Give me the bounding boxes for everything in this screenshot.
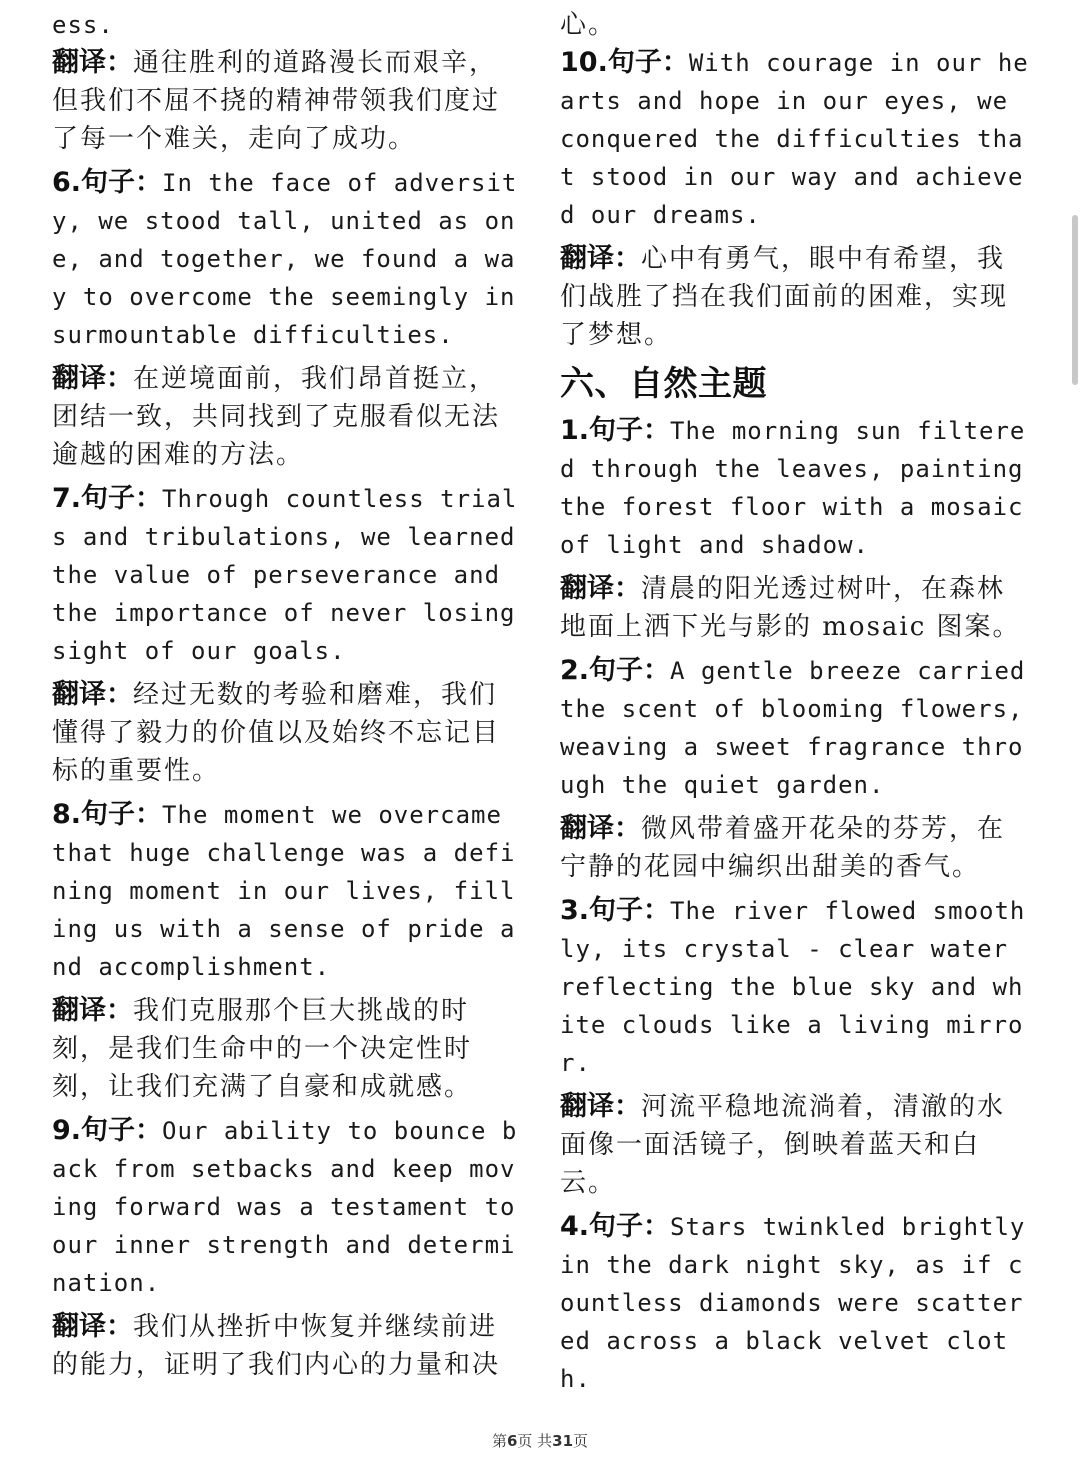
translation: 翻译：经过无数的考验和磨难，我们懂得了毅力的价值以及始终不忘记目标的重要性。 [52,679,501,786]
current-page-number: 6 [506,1432,518,1450]
sentence-text: A gentle breeze carried the scent of blooming flowers, weaving a sweet fragrance through the quiet garden. [560,657,1026,799]
sentence: 1.句子：The morning sun filtered through the leaves, painting the forest floor with a mosaic of light and shadow. [560,415,1026,559]
entry-8 [52,796,524,1106]
left-column [52,6,524,1390]
translation-text: 微风带着盛开花朵的芬芳，在宁静的花园中编织出甜美的香气。 [560,814,1006,882]
sentence: 2.句子：A gentle breeze carried the scent of blooming flowers, weaving a sweet fragrance through the quiet garden. [560,655,1026,799]
translation: 翻译：我们克服那个巨大挑战的时刻，是我们生命中的一个决定性时刻，让我们充满了自豪和成就感。 [52,995,473,1102]
entry-6 [52,164,524,474]
nature-entry-3 [560,892,1030,1202]
translation-text: 通往胜利的道路漫长而艰辛，但我们不屈不挠的精神带领我们度过了每一个难关，走向了成功。 [52,48,501,154]
nature-entry-2 [560,652,1030,886]
translation: 翻译：心中有勇气，眼中有希望，我们战胜了挡在我们面前的困难，实现了梦想。 [560,243,1009,350]
entry-10 [560,44,1030,354]
sentence-text: With courage in our hearts and hope in our eyes, we conquered the difficulties that stood in our way and achieved our dreams. [560,49,1029,229]
translation-label: 翻译： [52,47,133,78]
nature-entry-4 [560,1208,1030,1398]
sentence-text: Through countless trials and tribulations, we learned the value of perseverance and the importance of never losing sight of our goals. [52,485,518,665]
translation: 翻译：河流平稳地流淌着，清澈的水面像一面活镜子，倒映着蓝天和白云。 [560,1091,1006,1198]
scrollbar-thumb[interactable] [1072,215,1078,385]
entry-7 [52,480,524,790]
continued-translation [52,44,524,158]
sentence-text: The river flowed smoothly, its crystal - clear water reflecting the blue sky and white clouds like a living mirror. [560,897,1026,1077]
translation: 翻译：我们从挫折中恢复并继续前进的能力，证明了我们内心的力量和决 [52,1311,501,1380]
sentence-text: Our ability to bounce back from setbacks and keep moving forward was a testament to our inner strength and determination. [52,1117,518,1297]
nature-entry-1 [560,412,1030,646]
sentence-text: The moment we overcame that huge challenge was a defining moment in our lives, filling us with a sense of pride and accomplishment. [52,801,516,981]
vertical-scrollbar[interactable] [1070,0,1080,1470]
translation-text: 我们克服那个巨大挑战的时刻，是我们生命中的一个决定性时刻，让我们充满了自豪和成就感。 [52,996,473,1102]
right-column [560,6,1030,1404]
translation: 翻译：微风带着盛开花朵的芬芳，在宁静的花园中编织出甜美的香气。 [560,813,1006,882]
sentence: 3.句子：The river flowed smoothly, its crystal - clear water reflecting the blue sky and white clouds like a living mirror. [560,895,1026,1077]
translation: 翻译：在逆境面前，我们昂首挺立，团结一致，共同找到了克服看似无法逾越的困难的方法。 [52,363,501,470]
sentence: 4.句子：Stars twinkled brightly in the dark night sky, as if countless diamonds were scattered across a black velvet cloth. [560,1211,1026,1393]
sentence-text: In the face of adversity, we stood tall, united as one, and together, we found a way to overcome the seemingly insurmountable difficulties. [52,169,518,349]
sentence: 6.句子：In the face of adversity, we stood tall, united as one, and together, we found a way to overcome the seemingly insurmountable difficulties. [52,167,518,349]
sentence-text: The morning sun filtered through the leaves, painting the forest floor with a mosaic of light and shadow. [560,417,1026,559]
entry-9 [52,1112,524,1384]
translation-text: 河流平稳地流淌着，清澈的水面像一面活镜子，倒映着蓝天和白云。 [560,1092,1006,1198]
sentence: 10.句子：With courage in our hearts and hope in our eyes, we conquered the difficulties that stood in our way and achieved our dreams. [560,47,1029,229]
total-page-count: 31 [552,1432,574,1450]
sentence: 7.句子：Through countless trials and tribulations, we learned the value of perseverance and the importance of never losing sight of our goals. [52,483,518,665]
sentence: 9.句子：Our ability to bounce back from setbacks and keep moving forward was a testament to our inner strength and determination. [52,1115,518,1297]
section-heading-nature: 六、自然主题 [560,364,767,404]
translation-text: 在逆境面前，我们昂首挺立，团结一致，共同找到了克服看似无法逾越的困难的方法。 [52,364,501,470]
translation: 翻译：清晨的阳光透过树叶，在森林地面上洒下光与影的 mosaic 图案。 [560,573,1021,642]
sentence: 8.句子：The moment we overcame that huge challenge was a defining moment in our lives, filling us with a sense of pride and accomplishment. [52,799,516,981]
translation-text: 经过无数的考验和磨难，我们懂得了毅力的价值以及始终不忘记目标的重要性。 [52,680,501,786]
sentence-text: Stars twinkled brightly in the dark night sky, as if countless diamonds were scattered across a black velvet cloth. [560,1213,1026,1393]
continued-translation-fragment: 心。 [560,10,617,40]
page-footer: 第6页 共31页 [491,1432,589,1450]
continued-sentence-fragment: ess. [52,11,114,39]
translation-text: 清晨的阳光透过树叶，在森林地面上洒下光与影的 mosaic 图案。 [560,574,1021,642]
translation-text: 心中有勇气，眼中有希望，我们战胜了挡在我们面前的困难，实现了梦想。 [560,244,1009,350]
translation-text: 我们从挫折中恢复并继续前进的能力，证明了我们内心的力量和决 [52,1312,501,1380]
